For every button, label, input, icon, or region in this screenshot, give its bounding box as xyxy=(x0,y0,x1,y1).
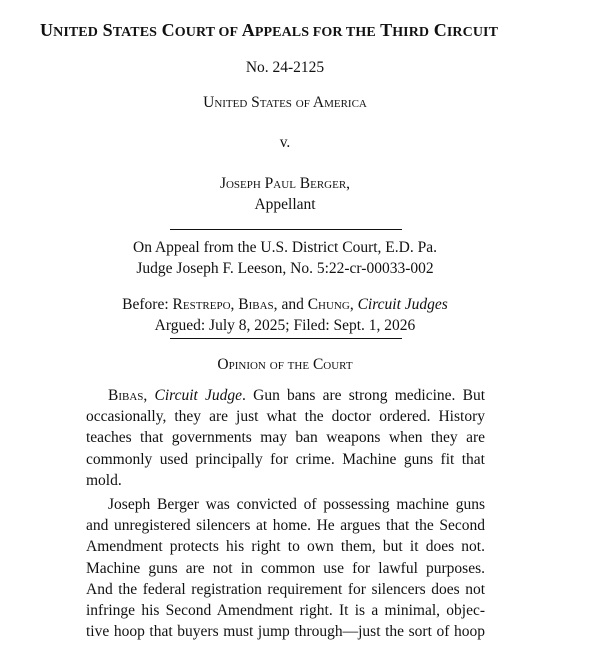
paragraph-line: Machine guns are not in common use for lawful purposes. xyxy=(86,559,485,577)
paragraph-line: teaches that governments may ban weapons when they are xyxy=(86,429,485,447)
paragraph-line: Amendment protects his right to own them, but it does not. xyxy=(86,538,485,556)
appeal-info xyxy=(0,237,570,279)
paragraph-line: Bibas, Circuit Judge. Gun bans are strong medicine. But xyxy=(108,387,485,404)
paragraph-line: occasionally, they are just what the doctor ordered. History xyxy=(86,408,485,426)
panel-dates-line: Argued: July 8, 2025; Filed: Sept. 1, 2026 xyxy=(154,317,416,334)
panel-judges-line: Before: Restrepo, Bibas, and Chung, Circuit Judges xyxy=(122,296,448,313)
appeal-court-line: On Appeal from the U.S. District Court, E.D. Pa. xyxy=(133,239,437,256)
paragraph-line: tive hoop that buyers must jump through—just the sort of hoop xyxy=(86,623,485,641)
defendant-name: Joseph Paul Berger, xyxy=(219,175,351,192)
paragraph-line: And the federal registration requirement for silencers does not xyxy=(86,580,485,598)
opinion-heading: Opinion of the Court xyxy=(217,356,353,373)
opinion-paragraph-2 xyxy=(86,494,485,642)
plaintiff-name: United States of America xyxy=(203,94,367,111)
opinion-paragraph-1 xyxy=(86,385,485,491)
paragraph-line: Joseph Berger was convicted of possessing machine guns xyxy=(108,496,485,513)
divider-top xyxy=(170,229,402,230)
court-name: UNITED STATES COURT OF APPEALS FOR THE THIRD CIRCUIT xyxy=(40,20,499,40)
appeal-judge-line: Judge Joseph F. Leeson, No. 5:22-cr-00033-002 xyxy=(136,260,434,277)
docket-number: No. 24-2125 xyxy=(245,59,325,76)
paragraph-line: infringe his Second Amendment right. It is a minimal, objec- xyxy=(86,602,485,620)
paragraph-line: and unregistered silencers at home. He argues that the Second xyxy=(86,517,485,535)
divider-bottom xyxy=(170,338,402,339)
paragraph-line: mold. xyxy=(86,471,122,489)
defendant-block xyxy=(0,173,570,215)
paragraph-line: commonly used principally for crime. Machine guns fit that xyxy=(86,450,485,468)
panel-info xyxy=(0,294,570,336)
defendant-role: Appellant xyxy=(254,196,316,213)
versus-label: v. xyxy=(279,134,291,151)
